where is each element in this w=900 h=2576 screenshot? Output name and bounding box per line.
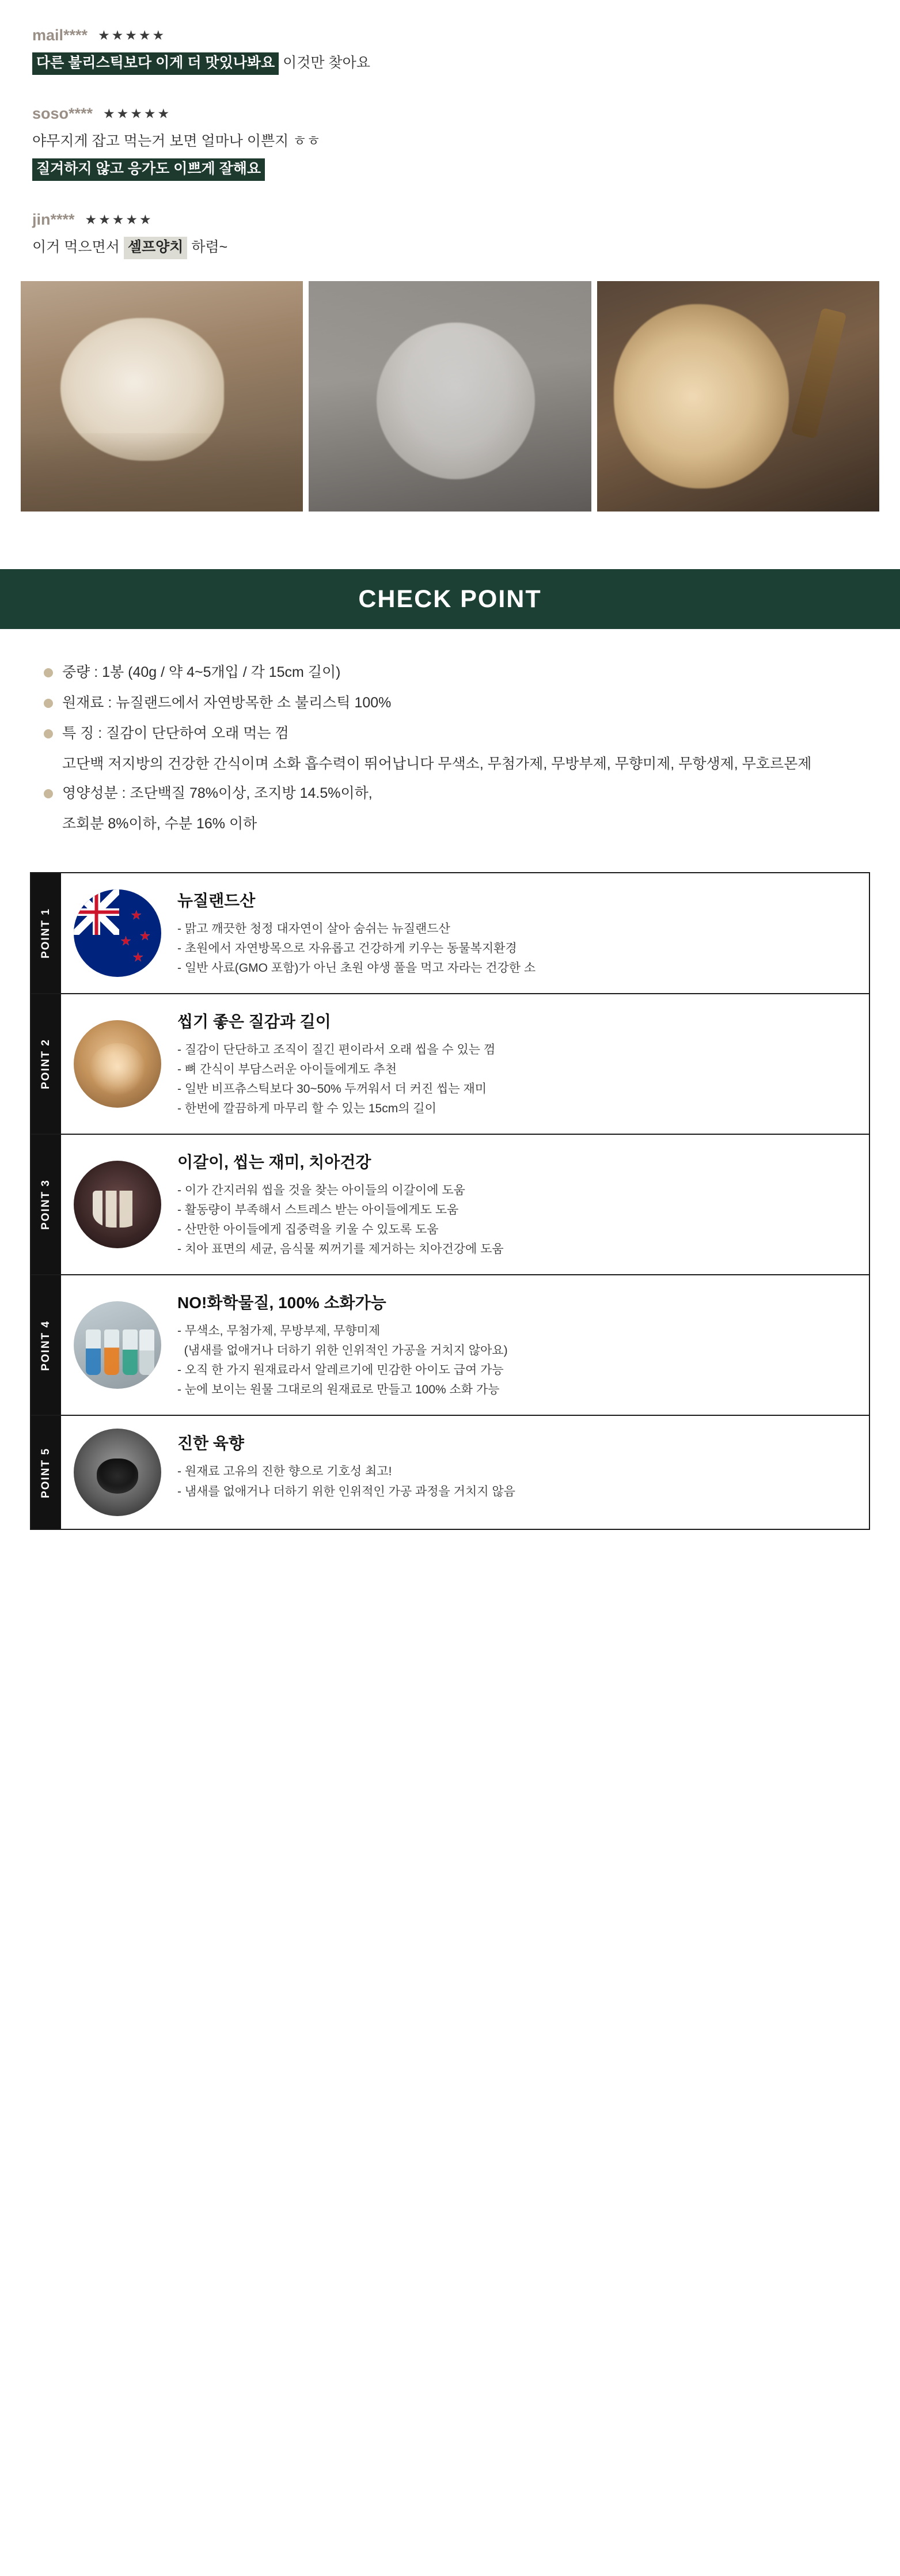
bullet-icon xyxy=(44,729,53,738)
point-title: NO!화학물질, 100% 소화가능 xyxy=(177,1294,386,1312)
point-tab xyxy=(31,1135,61,1274)
spec-subtext: 고단백 저지방의 건강한 간식이며 소화 흡수력이 뛰어납니다 무색소, 무첨가제, 무방부제, 무향미제, 무항생제, 무호르몬제 xyxy=(62,756,812,772)
point-tab xyxy=(31,873,61,993)
dog-photo-icon xyxy=(74,1020,161,1108)
review-text-pre: 이거 먹으면서 xyxy=(32,239,124,255)
review-photo-2 xyxy=(309,281,591,512)
point-row xyxy=(31,994,869,1135)
point-thumbnail xyxy=(61,1416,174,1529)
review-item xyxy=(32,105,868,181)
point-row xyxy=(31,1275,869,1416)
point-line: - 눈에 보이는 원물 그대로의 원재료로 만들고 100% 소화 가능 xyxy=(177,1383,500,1397)
review-text-post: 하렴~ xyxy=(187,239,228,255)
spec-text: 영양성분 : 조단백질 78%이상, 조지방 14.5%이하, xyxy=(62,785,373,802)
point-body xyxy=(174,1416,869,1529)
review-text-post: 이것만 찾아요 xyxy=(279,55,370,71)
point-tab xyxy=(31,994,61,1134)
point-tab-label: POINT 5 xyxy=(40,1447,52,1498)
point-lines xyxy=(177,919,852,978)
dog-nose-photo-icon xyxy=(74,1429,161,1516)
new-zealand-flag-icon: ★ ★ ★ ★ xyxy=(74,889,161,977)
point-thumbnail xyxy=(61,1135,174,1274)
review-item xyxy=(32,211,868,259)
point-line: (냄새를 없애거나 더하기 위한 인위적인 가공을 거치지 않아요) xyxy=(177,1344,508,1358)
review-item xyxy=(32,26,868,75)
review-highlight: 셀프양치 xyxy=(124,237,188,259)
point-thumbnail xyxy=(61,873,174,993)
review-header xyxy=(32,26,868,44)
reviewer-id: jin**** xyxy=(32,211,75,228)
point-tab-label: POINT 2 xyxy=(40,1039,52,1090)
point-line: - 일반 사료(GMO 포함)가 아닌 초원 야생 풀을 먹고 자라는 건강한 소 xyxy=(177,961,536,975)
checkpoint-banner xyxy=(0,569,900,629)
review-photo-3 xyxy=(597,281,879,512)
reviewer-id: mail**** xyxy=(32,26,88,44)
review-header xyxy=(32,105,868,123)
point-body xyxy=(174,1135,869,1274)
point-tab-label: POINT 3 xyxy=(40,1179,52,1230)
point-body xyxy=(174,1275,869,1415)
checkpoint-title: CHECK POINT xyxy=(358,585,542,613)
bullet-icon xyxy=(44,699,53,708)
review-photo-1 xyxy=(21,281,303,512)
points-table xyxy=(30,872,870,1530)
spec-item xyxy=(44,691,860,715)
point-body xyxy=(174,994,869,1134)
review-text xyxy=(32,52,868,75)
point-lines xyxy=(177,1040,852,1119)
spec-text: 중량 : 1봉 (40g / 약 4~5개입 / 각 15cm 길이) xyxy=(62,664,341,681)
star-rating-icon: ★★★★★ xyxy=(98,28,166,43)
spec-text: 특 징 : 질감이 단단하여 오래 먹는 껌 xyxy=(62,725,289,742)
point-line: - 뼈 간식이 부담스러운 아이들에게도 추천 xyxy=(177,1063,397,1077)
point-title: 씹기 좋은 질감과 길이 xyxy=(177,1013,331,1031)
point-title: 뉴질랜드산 xyxy=(177,892,256,910)
point-row xyxy=(31,1416,869,1529)
reviews-section xyxy=(0,0,900,259)
point-line: - 치아 표면의 세균, 음식물 찌꺼기를 제거하는 치아건강에 도움 xyxy=(177,1242,504,1256)
point-line: - 맑고 깨끗한 청정 대자연이 살아 숨쉬는 뉴질랜드산 xyxy=(177,922,450,936)
point-row xyxy=(31,873,869,994)
point-line: - 일반 비프츄스틱보다 30~50% 두꺼워서 더 커진 씹는 재미 xyxy=(177,1082,487,1096)
point-line: - 무색소, 무첨가제, 무방부제, 무향미제 xyxy=(177,1324,381,1338)
bullet-icon xyxy=(44,668,53,677)
point-body xyxy=(174,873,869,993)
review-text xyxy=(32,237,868,259)
star-rating-icon: ★★★★★ xyxy=(85,212,153,227)
dog-teeth-photo-icon xyxy=(74,1161,161,1248)
checkpoint-section xyxy=(0,512,900,836)
point-line: - 이가 간지러워 씹을 것을 찾는 아이들의 이갈이에 도움 xyxy=(177,1184,465,1198)
point-line: - 원재료 고유의 진한 향으로 기호성 최고! xyxy=(177,1465,392,1479)
point-tab xyxy=(31,1275,61,1415)
point-line: - 오직 한 가지 원재료라서 알레르기에 민감한 아이도 급여 가능 xyxy=(177,1363,504,1377)
spec-item xyxy=(44,781,860,806)
point-line: - 초원에서 자연방목으로 자유롭고 건강하게 키우는 동물복지환경 xyxy=(177,942,517,956)
point-lines xyxy=(177,1321,852,1400)
reviewer-id: soso**** xyxy=(32,105,93,123)
spec-item xyxy=(44,721,860,746)
test-tubes-photo-icon xyxy=(74,1301,161,1389)
point-tab-label: POINT 1 xyxy=(40,908,52,959)
point-thumbnail xyxy=(61,994,174,1134)
review-text-pre: 야무지게 잡고 먹는거 보면 얼마나 이쁜지 ㅎㅎ xyxy=(32,133,321,150)
review-highlight: 다른 불리스틱보다 이게 더 맛있나봐요 xyxy=(32,52,279,75)
point-line: - 산만한 아이들에게 집중력을 키울 수 있도록 도움 xyxy=(177,1223,439,1237)
review-photo-strip xyxy=(0,259,900,512)
point-tab-label: POINT 4 xyxy=(40,1320,52,1371)
point-line: - 냄새를 없애거나 더하기 위한 인위적인 가공 과정을 거치지 않음 xyxy=(177,1484,515,1498)
review-highlight: 질겨하지 않고 응가도 이쁘게 잘해요 xyxy=(32,158,265,181)
spec-list xyxy=(0,629,900,836)
point-lines xyxy=(177,1181,852,1259)
bottom-spacer xyxy=(0,1530,900,1564)
point-title: 이갈이, 씹는 재미, 치아건강 xyxy=(177,1153,371,1172)
point-thumbnail xyxy=(61,1275,174,1415)
star-rating-icon: ★★★★★ xyxy=(103,106,172,122)
review-text xyxy=(32,131,868,181)
point-line: - 한번에 깔끔하게 마무리 할 수 있는 15cm의 길이 xyxy=(177,1102,436,1116)
point-line: - 활동량이 부족해서 스트레스 받는 아이들에게도 도움 xyxy=(177,1203,459,1217)
review-header xyxy=(32,211,868,229)
point-tab xyxy=(31,1416,61,1529)
point-title: 진한 육향 xyxy=(177,1434,244,1453)
spec-item xyxy=(44,660,860,685)
point-lines xyxy=(177,1462,852,1501)
spec-subtext: 조회분 8%이하, 수분 16% 이하 xyxy=(62,816,257,832)
bullet-icon xyxy=(44,789,53,798)
point-line: - 질감이 단단하고 조직이 질긴 편이라서 오래 씹을 수 있는 껌 xyxy=(177,1043,496,1057)
spec-text: 원재료 : 뉴질랜드에서 자연방목한 소 불리스틱 100% xyxy=(62,695,392,711)
point-row xyxy=(31,1135,869,1275)
